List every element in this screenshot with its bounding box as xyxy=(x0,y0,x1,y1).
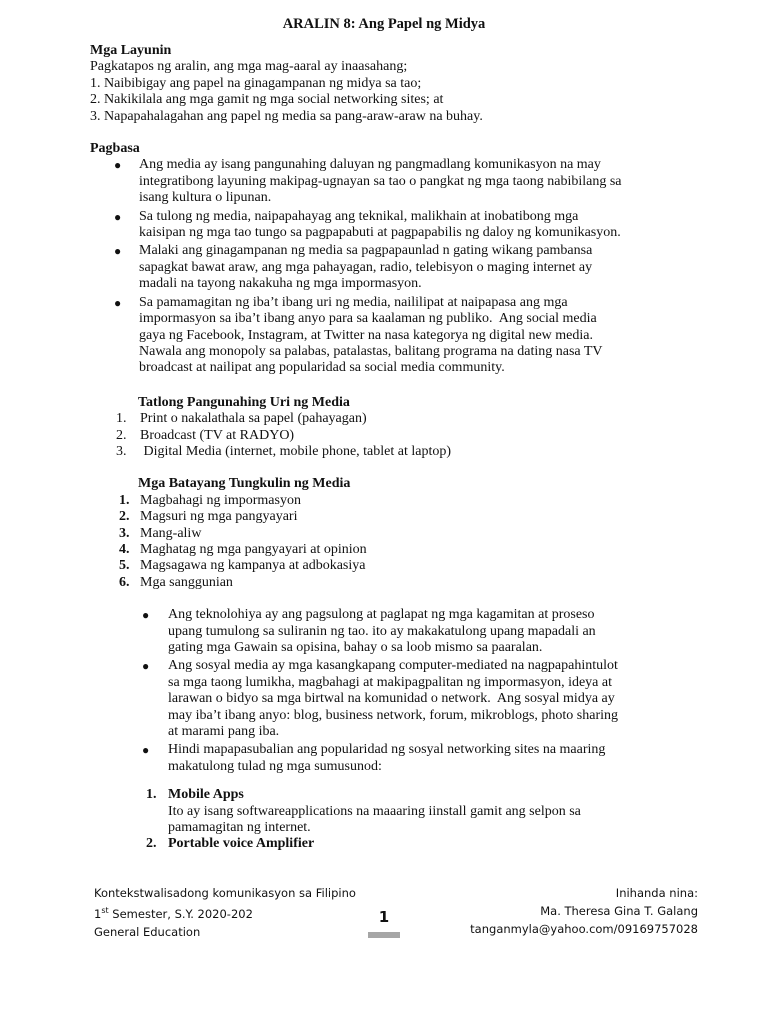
bullet-dot-icon: ● xyxy=(114,295,122,310)
item-number: 2. xyxy=(146,836,157,852)
page-footer xyxy=(94,884,698,944)
item-number: 4. xyxy=(119,541,130,557)
item-number: 6. xyxy=(119,574,130,590)
apps-list xyxy=(90,787,710,853)
objectives-heading: Mga Layunin xyxy=(90,43,172,58)
media-type-item xyxy=(90,411,710,427)
item-text: Magbahagi ng impormasyon xyxy=(140,492,301,508)
media-type-item xyxy=(90,428,710,444)
item-text: Mga sanggunian xyxy=(140,574,233,590)
bullet-line: gaya ng Facebook, Instagram, at Twitter na nasa kategorya ng digital new media. xyxy=(139,327,594,343)
bullet-line: broadcast at nailipat ang popularidad sa social media community. xyxy=(139,360,505,376)
bullet-line: Sa pamamagitan ng iba’t ibang uri ng media, naililipat at naipapasa ang mga xyxy=(139,294,568,310)
app-description-line: pamamagitan ng internet. xyxy=(168,820,311,836)
technology-bullet xyxy=(90,658,710,740)
media-types-heading: Tatlong Pangunahing Uri ng Media xyxy=(138,394,350,410)
reading-bullet-list xyxy=(90,157,710,376)
app-title: Mobile Apps xyxy=(168,787,244,803)
app-item xyxy=(90,787,710,803)
item-number: 5. xyxy=(119,558,130,574)
bullet-line: Ang sosyal media ay mga kasangkapang computer-mediated na nagpapahintulot xyxy=(168,658,618,674)
bullet-dot-icon: ● xyxy=(142,608,150,623)
media-type-item xyxy=(90,444,710,460)
bullet-dot-icon: ● xyxy=(114,158,122,173)
app-title: Portable voice Amplifier xyxy=(168,836,315,852)
footer-author: Ma. Theresa Gina T. Galang xyxy=(540,904,698,918)
bullet-dot-icon: ● xyxy=(142,743,150,758)
app-description-line: Ito ay isang softwareapplications na maaaring iinstall gamit ang selpon sa xyxy=(168,803,581,819)
bullet-dot-icon: ● xyxy=(114,209,122,224)
app-item xyxy=(90,836,710,852)
media-function-item xyxy=(90,493,710,509)
technology-bullet xyxy=(90,742,710,775)
objective-item: 1. Naibibigay ang papel na ginagampanan ng midya sa tao; xyxy=(90,75,422,91)
item-number: 3. xyxy=(116,443,127,459)
bullet-line: at marami pang iba. xyxy=(168,724,280,740)
footer-left xyxy=(94,884,356,941)
objectives-intro: Pagkatapos ng aralin, ang mga mag-aaral ay inaasahang; xyxy=(90,59,408,75)
bullet-line: Ang media ay isang pangunahing daluyan ng pangmadlang komunikasyon na may xyxy=(139,157,601,173)
technology-bullet xyxy=(90,607,710,656)
bullet-line: Ang teknolohiya ay ang pagsulong at paglapat ng mga kagamitan at proseso xyxy=(168,607,595,623)
media-function-item xyxy=(90,542,710,558)
bullet-line: gating mga Gawain sa opisina, bahay o sa loob mismo sa paaralan. xyxy=(168,640,543,655)
item-number: 2. xyxy=(116,427,127,443)
page-number-bar xyxy=(368,932,400,938)
bullet-line: Nawala ang monopoly sa palabas, patalastas, balitang programa na dating nasa TV xyxy=(139,343,603,359)
document-body xyxy=(90,43,710,853)
item-text: Mang-aliw xyxy=(140,525,202,541)
reading-bullet xyxy=(90,209,710,242)
bullet-line: upang tumulong sa suliranin ng tao. ito ay makakatulong upang mapadali an xyxy=(168,623,596,639)
bullet-line: Malaki ang ginagampanan ng media sa pagpapaunlad n gating wikang pambansa xyxy=(139,243,593,259)
item-text: Magsagawa ng kampanya at adbokasiya xyxy=(140,558,366,574)
page-number: 1 xyxy=(378,908,390,926)
media-types-list xyxy=(90,411,710,460)
item-number: 1. xyxy=(119,492,130,508)
item-text: Maghatag ng mga pangyayari at opinion xyxy=(140,541,367,557)
footer-prepared-by: Inihanda nina: xyxy=(615,886,698,900)
footer-department: General Education xyxy=(94,924,201,939)
media-function-item xyxy=(90,575,710,591)
reading-bullet xyxy=(90,243,710,292)
bullet-line: integratibong layuning makipag-ugnayan sa tao o pangkat ng mga taong nabibilang sa xyxy=(139,173,622,189)
bullet-line: isang kultura o lipunan. xyxy=(139,190,272,206)
item-text: Broadcast (TV at RADYO) xyxy=(140,427,295,443)
item-number: 1. xyxy=(146,787,157,803)
bullet-line: may iba’t ibang anyo: blog, business network, forum, mikroblogs, photo sharing xyxy=(168,707,619,723)
media-function-item xyxy=(90,558,710,574)
objective-item: 3. Napapahalagahan ang papel ng media sa pang-araw-araw na buhay. xyxy=(90,108,483,124)
footer-contact: tanganmyla@yahoo.com/09169757028 xyxy=(470,922,698,936)
objective-item: 2. Nakikilala ang mga gamit ng mga social networking sites; at xyxy=(90,92,444,108)
media-functions-list xyxy=(90,493,710,591)
item-number: 1. xyxy=(116,411,127,427)
footer-course: Kontekstwalisadong komunikasyon sa Filipino xyxy=(94,886,356,900)
bullet-line: Sa tulong ng media, naipapahayag ang teknikal, malikhain at inobatibong mga xyxy=(139,208,579,224)
bullet-line: Hindi mapapasubalian ang popularidad ng sosyal networking sites na maaring xyxy=(168,742,606,758)
bullet-dot-icon: ● xyxy=(114,244,122,259)
footer-right xyxy=(470,884,698,938)
bullet-line: larawan o bidyo sa mga birtwal na komunidad o network. Ang sosyal midya ay xyxy=(168,691,615,707)
bullet-dot-icon: ● xyxy=(142,659,150,674)
item-text: Print o nakalathala sa papel (pahayagan) xyxy=(140,411,367,427)
technology-bullet-list xyxy=(90,607,710,775)
media-function-item xyxy=(90,526,710,542)
bullet-line: sapagkat bawat araw, ang mga pahayagan, radio, telebisyon o maging internet ay xyxy=(139,259,593,275)
media-functions-heading: Mga Batayang Tungkulin ng Media xyxy=(138,476,351,492)
bullet-line: makatulong tulad ng mga sumusunod: xyxy=(168,758,382,774)
bullet-line: madali na tayong nakakuha ng mga impormasyon. xyxy=(139,276,422,292)
footer-semester: 1st Semester, S.Y. 2020-202 xyxy=(94,906,253,921)
bullet-line: sa mga taong lumikha, magbahagi at makipagpalitan ng impormasyon, ideya at xyxy=(168,674,612,690)
bullet-line: kaisipan ng mga tao tungo sa pagpapabuti at pagpapabilis ng daloy ng komunikasyon. xyxy=(139,225,621,241)
bullet-line: impormasyon sa iba’t ibang anyo para sa kaalaman ng publiko. Ang social media xyxy=(139,311,597,327)
item-number: 3. xyxy=(119,525,130,541)
item-text: Magsuri ng mga pangyayari xyxy=(140,509,298,525)
reading-heading: Pagbasa xyxy=(90,141,140,157)
item-text: Digital Media (internet, mobile phone, tablet at laptop) xyxy=(140,443,452,459)
page-title: ARALIN 8: Ang Papel ng Midya xyxy=(282,16,486,32)
reading-bullet xyxy=(90,295,710,377)
media-function-item xyxy=(90,509,710,525)
item-number: 2. xyxy=(119,509,130,525)
reading-bullet xyxy=(90,157,710,206)
